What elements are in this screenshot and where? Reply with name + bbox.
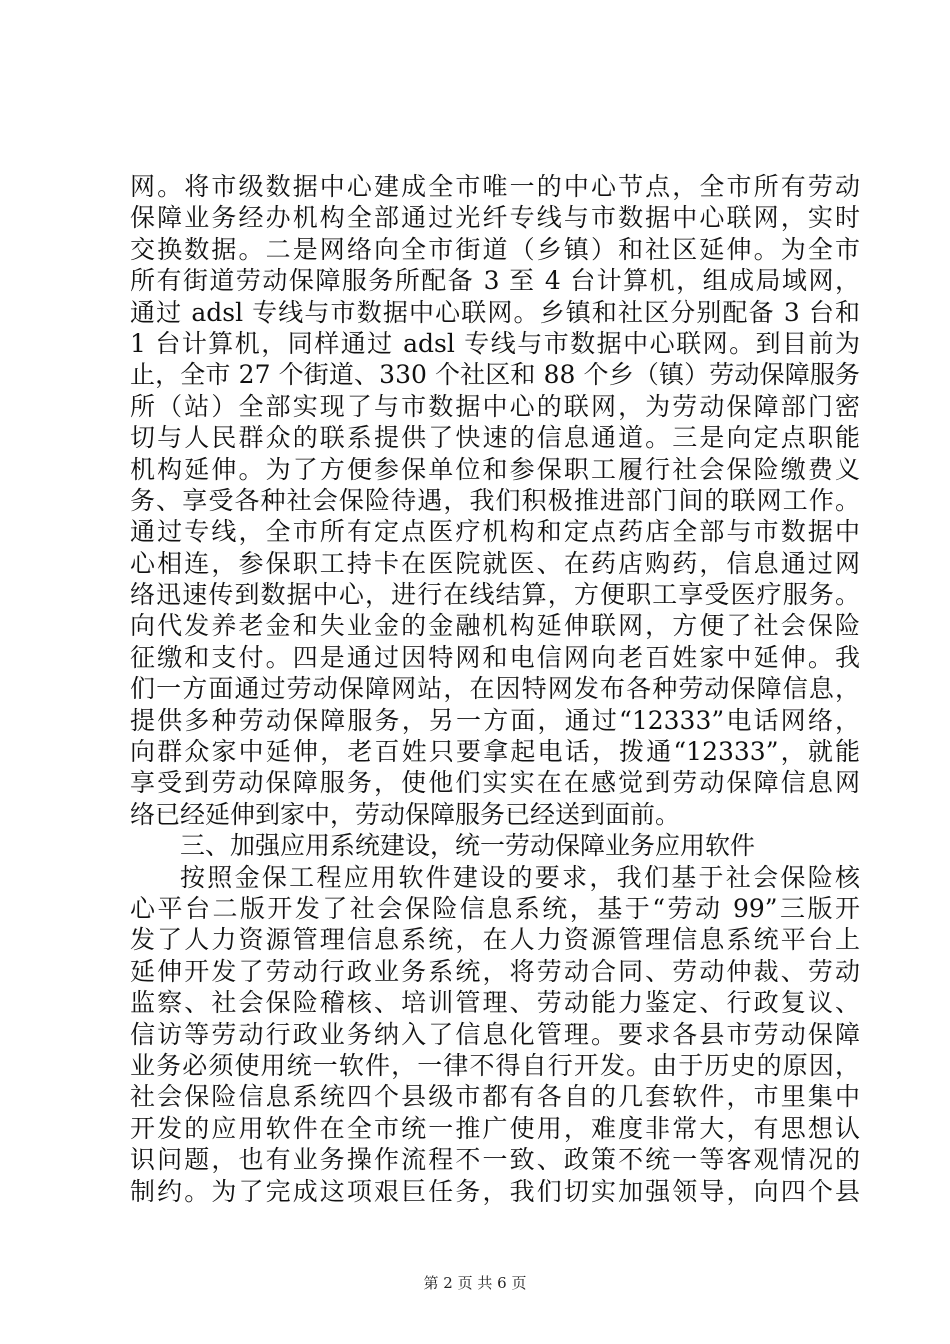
text-line: 信访等劳动行政业务纳入了信息化管理。要求各县市劳动保障 <box>130 1019 860 1049</box>
text-line: 延伸开发了劳动行政业务系统，将劳动合同、劳动仲裁、劳动 <box>130 956 860 986</box>
text-line: 保障业务经办机构全部通过光纤专线与市数据中心联网，实时 <box>130 203 860 233</box>
text-line: 1 台计算机，同样通过 adsl 专线与市数据中心联网。到目前为 <box>130 328 860 358</box>
text-line: 享受到劳动保障服务，使他们实实在在感觉到劳动保障信息网 <box>130 768 860 798</box>
text-line: 业务必须使用统一软件，一律不得自行开发。由于历史的原因， <box>130 1050 860 1080</box>
text-line: 网。将市级数据中心建成全市唯一的中心节点，全市所有劳动 <box>130 172 860 201</box>
text-line: 切与人民群众的联系提供了快速的信息通道。三是向定点职能 <box>130 423 860 453</box>
text-line: 按照金保工程应用软件建设的要求，我们基于社会保险核 <box>180 862 860 892</box>
text-line: 络已经延伸到家中，劳动保障服务已经送到面前。 <box>130 799 681 829</box>
text-line: 提供多种劳动保障服务，另一方面，通过“12333”电话网络， <box>130 705 860 735</box>
text-line: 络迅速传到数据中心，进行在线结算，方便职工享受医疗服务。 <box>130 580 860 610</box>
text-line: 务、享受各种社会保险待遇，我们积极推进部门间的联网工作。 <box>130 485 860 515</box>
text-line: 开发的应用软件在全市统一推广使用，难度非常大，有思想认 <box>130 1113 860 1143</box>
text-line: 向代发养老金和失业金的金融机构延伸联网，方便了社会保险 <box>130 611 860 641</box>
text-line: 识问题，也有业务操作流程不一致、政策不统一等客观情况的 <box>130 1145 860 1175</box>
text-line: 所有街道劳动保障服务所配备 3 至 4 台计算机，组成局域网， <box>130 266 860 296</box>
text-line: 通过 adsl 专线与市数据中心联网。乡镇和社区分别配备 3 台和 <box>130 297 860 327</box>
text-line: 止，全市 27 个街道、330 个社区和 88 个乡（镇）劳动保障服务 <box>130 360 860 390</box>
document-body <box>130 171 860 1207</box>
text-line: 所（站）全部实现了与市数据中心的联网，为劳动保障部门密 <box>130 391 860 421</box>
text-line: 心平台二版开发了社会保险信息系统，基于“劳动 99”三版开 <box>130 893 860 923</box>
text-line: 制约。为了完成这项艰巨任务，我们切实加强领导，向四个县 <box>130 1176 860 1206</box>
text-line: 心相连，参保职工持卡在医院就医、在药店购药，信息通过网 <box>130 548 860 578</box>
text-line: 发了人力资源管理信息系统，在人力资源管理信息系统平台上 <box>130 925 860 955</box>
text-line: 通过专线，全市所有定点医疗机构和定点药店全部与市数据中 <box>130 517 860 547</box>
text-line: 向群众家中延伸，老百姓只要拿起电话，拨通“12333”，就能 <box>130 737 860 767</box>
text-line: 机构延伸。为了方便参保单位和参保职工履行社会保险缴费义 <box>130 454 860 484</box>
text-line: 社会保险信息系统四个县级市都有各自的几套软件，市里集中 <box>130 1082 860 1112</box>
text-line: 们一方面通过劳动保障网站，在因特网发布各种劳动保障信息， <box>130 674 860 704</box>
page-number: 第 2 页 共 6 页 <box>423 1274 527 1292</box>
text-line: 监察、社会保险稽核、培训管理、劳动能力鉴定、行政复议、 <box>130 988 860 1018</box>
text-line: 征缴和支付。四是通过因特网和电信网向老百姓家中延伸。我 <box>130 642 860 672</box>
text-line: 交换数据。二是网络向全市街道（乡镇）和社区延伸。为全市 <box>130 234 860 264</box>
section-heading: 三、加强应用系统建设，统一劳动保障业务应用软件 <box>180 831 756 861</box>
